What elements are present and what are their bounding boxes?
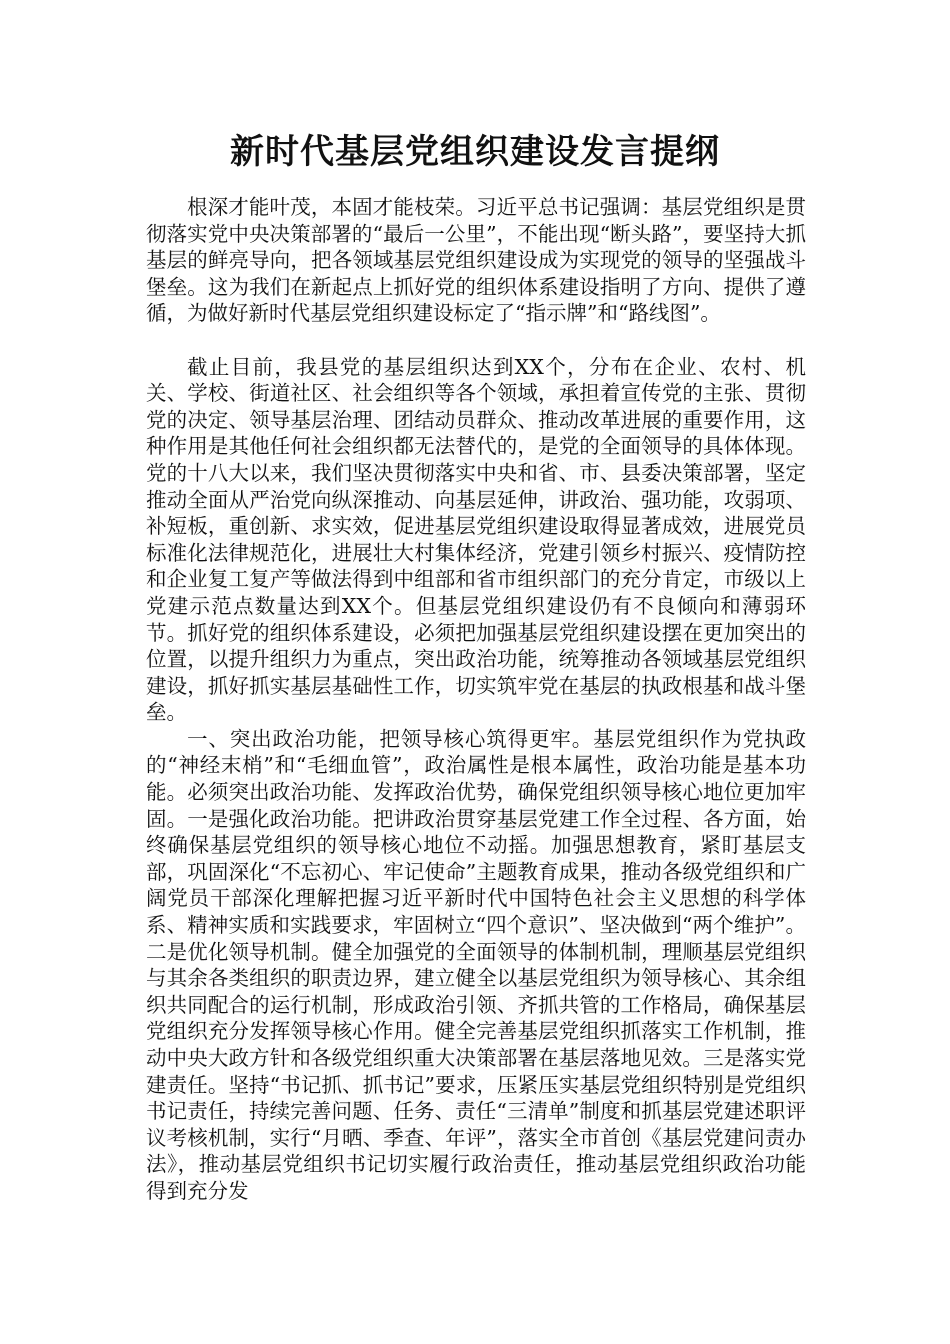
- paragraph-status: 截止目前，我县党的基层组织达到XX个，分布在企业、农村、机关、学校、街道社区、社会组织等各个领域，承担着宣传党的主张、贯彻党的决定、领导基层治理、团结动员群众、推动改革进展的重要作用，这种作用是其他任何社会组织都无法替代的，是党的全面领导的具体体现。党的十八大以来，我们坚决贯彻落实中央和省、市、县委决策部署，坚定推动全面从严治党向纵深推动、向基层延伸，讲政治、强功能，攻弱项、补短板，重创新、求实效，促进基层党组织建设取得显著成效，进展党员标准化法律规范化，进展壮大村集体经济，党建引领乡村振兴、疫情防控和企业复工复产等做法得到中组部和省市组织部门的充分肯定，市级以上党建示范点数量达到XX个。但基层党组织建设仍有不良倾向和薄弱环节。抓好党的组织体系建设，必须把加强基层党组织建设摆在更加突出的位置，以提升组织力为重点，突出政治功能，统筹推动各领域基层党组织建设，抓好抓实基层基础性工作，切实筑牢党在基层的执政根基和战斗堡垒。: [146, 354, 806, 725]
- paragraph-section-one: 一、突出政治功能，把领导核心筑得更牢。基层党组织作为党执政的“神经末梢”和“毛细血管”，政治属性是根本属性，政治功能是基本功能。必须突出政治功能、发挥政治优势，确保党组织领导核心地位更加牢固。一是强化政治功能。把讲政治贯穿基层党建工作全过程、各方面，始终确保基层党组织的领导核心地位不动摇。加强思想教育，紧盯基层支部，巩固深化“不忘初心、牢记使命”主题教育成果，推动各级党组织和广阔党员干部深化理解把握习近平新时代中国特色社会主义思想的科学体系、精神实质和实践要求，牢固树立“四个意识”、坚决做到“两个维护”。二是优化领导机制。健全加强党的全面领导的体制机制，理顺基层党组织与其余各类组织的职责边界，建立健全以基层党组织为领导核心、其余组织共同配合的运行机制，形成政治引领、齐抓共管的工作格局，确保基层党组织充分发挥领导核心作用。健全完善基层党组织抓落实工作机制，推动中央大政方针和各级党组织重大决策部署在基层落地见效。三是落实党建责任。坚持“书记抓、抓书记”要求，压紧压实基层党组织特别是党组织书记责任，持续完善问题、任务、责任“三清单”制度和抓基层党建述职评议考核机制，实行“月晒、季查、年评”，落实全市首创《基层党建问责办法》，推动基层党组织书记切实履行政治责任，推动基层党组织政治功能得到充分发: [146, 726, 806, 1203]
- document-title: 新时代基层党组织建设发言提纲: [230, 132, 720, 172]
- document-body: [146, 194, 806, 1205]
- paragraph-intro: 根深才能叶茂，本固才能枝荣。习近平总书记强调：基层党组织是贯彻落实党中央决策部署的“最后一公里”，不能出现“断头路”，要坚持大抓基层的鲜亮导向，把各领域基层党组织建设成为实现党的领导的坚强战斗堡垒。这为我们在新起点上抓好党的组织体系建设指明了方向、提供了遵循，为做好新时代基层党组织建设标定了“指示牌”和“路线图”。: [146, 195, 806, 326]
